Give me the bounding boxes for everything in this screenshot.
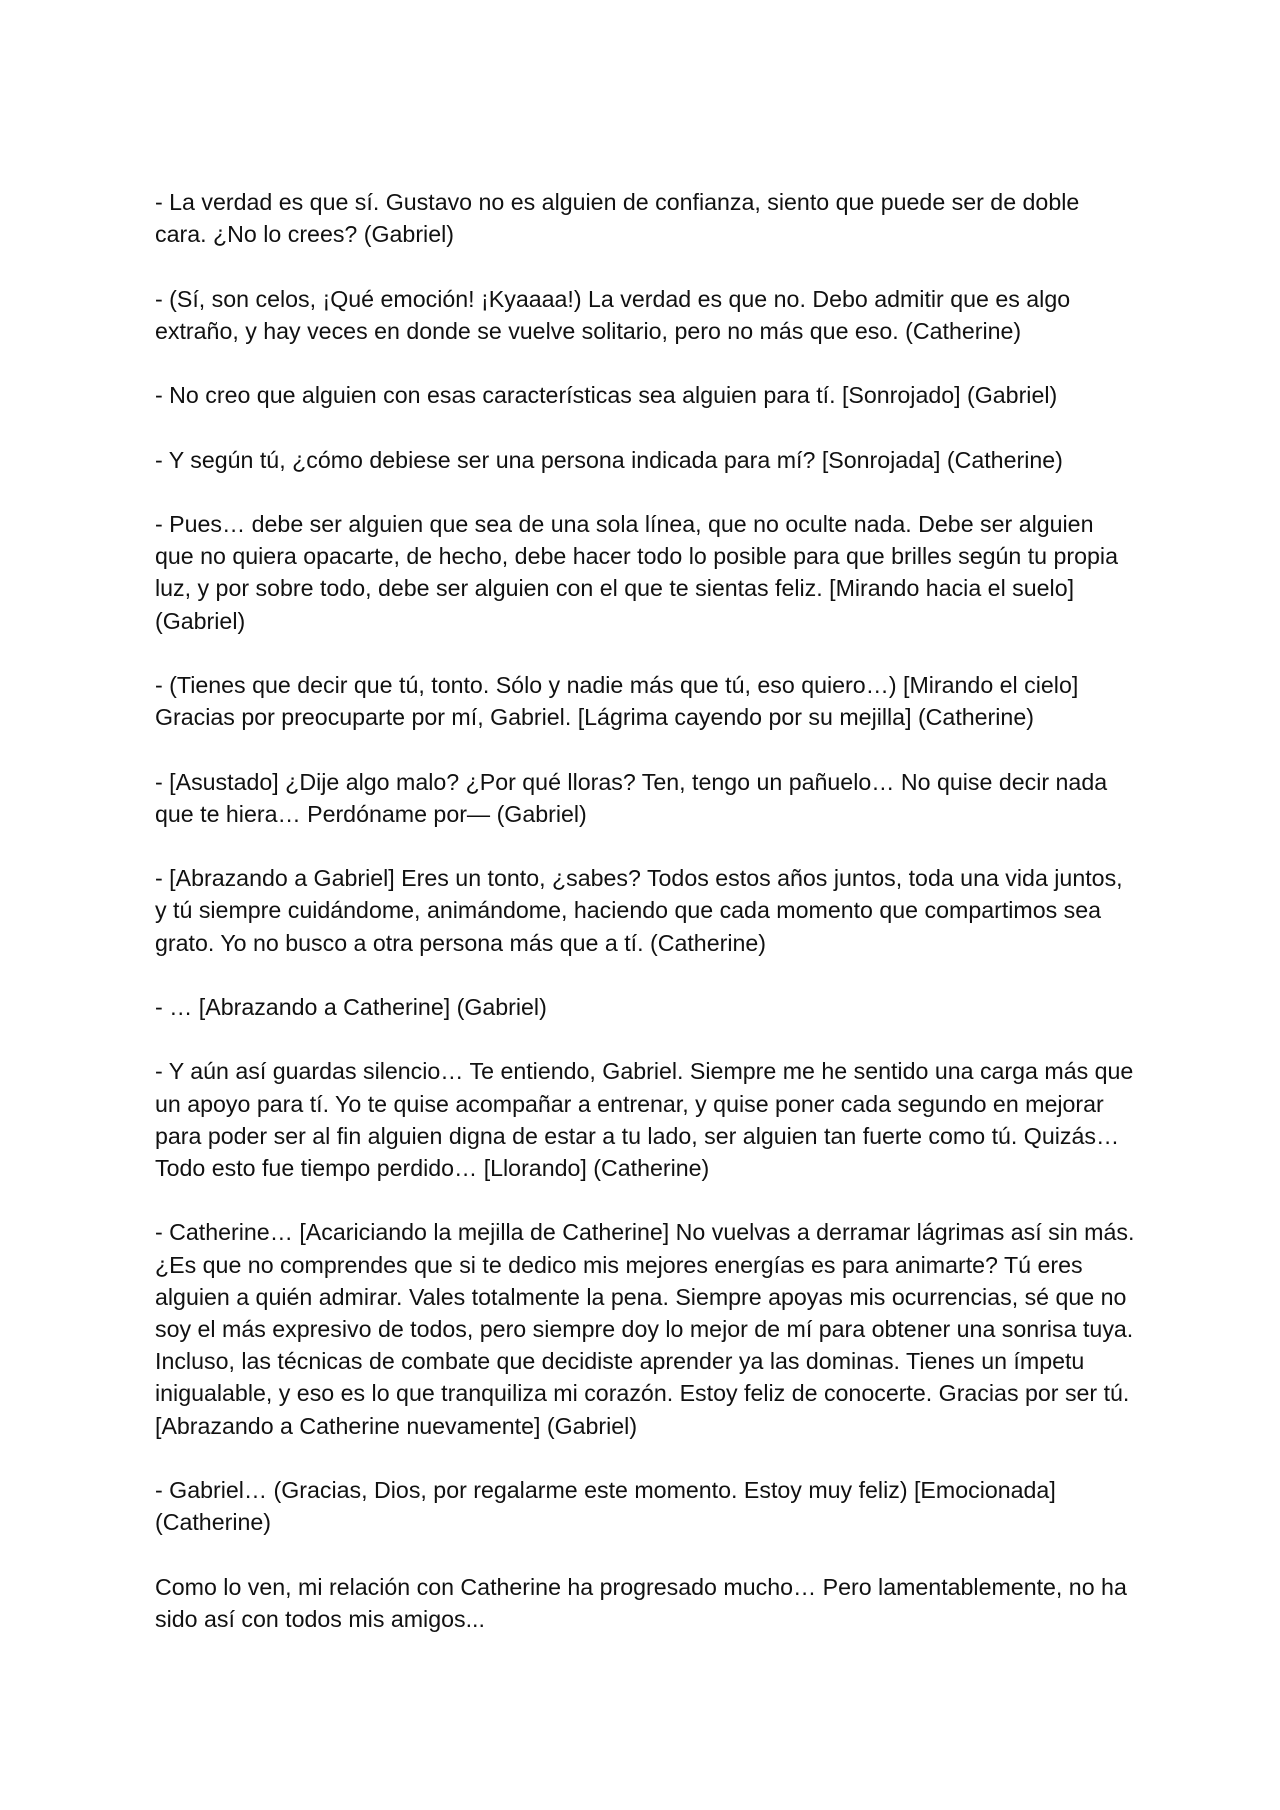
paragraph: Como lo ven, mi relación con Catherine ha progresado mucho… Pero lamentablemente, no ha sido así con todos mis amigos...: [155, 1573, 1127, 1632]
paragraph: - No creo que alguien con esas características sea alguien para tí. [Sonrojado] (Gabriel): [155, 382, 1058, 409]
paragraph: - Y según tú, ¿cómo debiese ser una persona indicada para mí? [Sonrojada] (Catherine): [155, 446, 1063, 473]
paragraph: - [Abrazando a Gabriel] Eres un tonto, ¿sabes? Todos estos años juntos, toda una vida juntos, y tú siempre cuidándome, animándome, haciendo que cada momento que compartimos sea grato. Yo no busco a otra persona más que a tí. (Catherine): [155, 865, 1123, 956]
paragraph: - Pues… debe ser alguien que sea de una sola línea, que no oculte nada. Debe ser alguien que no quiera opacarte, de hecho, debe hacer todo lo posible para que brilles según tu propia luz, y por sobre todo, debe ser alguien con el que te sientas feliz. [Mirando hacia el suelo] (Gabriel): [155, 510, 1118, 634]
paragraph: - [Asustado] ¿Dije algo malo? ¿Por qué lloras? Ten, tengo un pañuelo… No quise decir nada que te hiera… Perdóname por— (Gabriel): [155, 768, 1108, 827]
paragraph: - (Tienes que decir que tú, tonto. Sólo y nadie más que tú, eso quiero…) [Mirando el cielo] Gracias por preocuparte por mí, Gabriel. [Lágrima cayendo por su mejilla] (Catherine): [155, 671, 1079, 731]
paragraph: - … [Abrazando a Catherine] (Gabriel): [155, 993, 547, 1020]
paragraph: - Gabriel… (Gracias, Dios, por regalarme este momento. Estoy muy feliz) [Emocionada] (Catherine): [155, 1476, 1056, 1536]
paragraph: - (Sí, son celos, ¡Qué emoción! ¡Kyaaaa!) La verdad es que no. Debo admitir que es algo extraño, y hay veces en donde se vuelve solitario, pero no más que eso. (Catherine): [155, 285, 1071, 344]
paragraph: - Catherine… [Acariciando la mejilla de Catherine] No vuelvas a derramar lágrimas así sin más. ¿Es que no comprendes que si te dedico mis mejores energías es para animarte? Tú eres alguien a quién admirar. Vales totalmente la pena. Siempre apoyas mis ocurrencias, sé que no soy el más expresivo de todos, pero siempre doy lo mejor de mí para obtener una sonrisa tuya. Incluso, las técnicas de combate que decidiste aprender ya las dominas. Tienes un ímpetu inigualable, y eso es lo que tranquiliza mi corazón. Estoy feliz de conocerte. Gracias por ser tú. [Abrazando a Catherine nuevamente] (Gabriel): [155, 1219, 1135, 1439]
paragraph: - La verdad es que sí. Gustavo no es alguien de confianza, siento que puede ser de doble cara. ¿No lo crees? (Gabriel): [155, 189, 1080, 248]
paragraph: - Y aún así guardas silencio… Te entiendo, Gabriel. Siempre me he sentido una carga más que un apoyo para tí. Yo te quise acompañar a entrenar, y quise poner cada segundo en mejorar para poder ser al fin alguien digna de estar a tu lado, ser alguien tan fuerte como tú. Quizás… Todo esto fue tiempo perdido… [Llorando] (Catherine): [155, 1058, 1134, 1181]
document-body: [155, 186, 1135, 1667]
